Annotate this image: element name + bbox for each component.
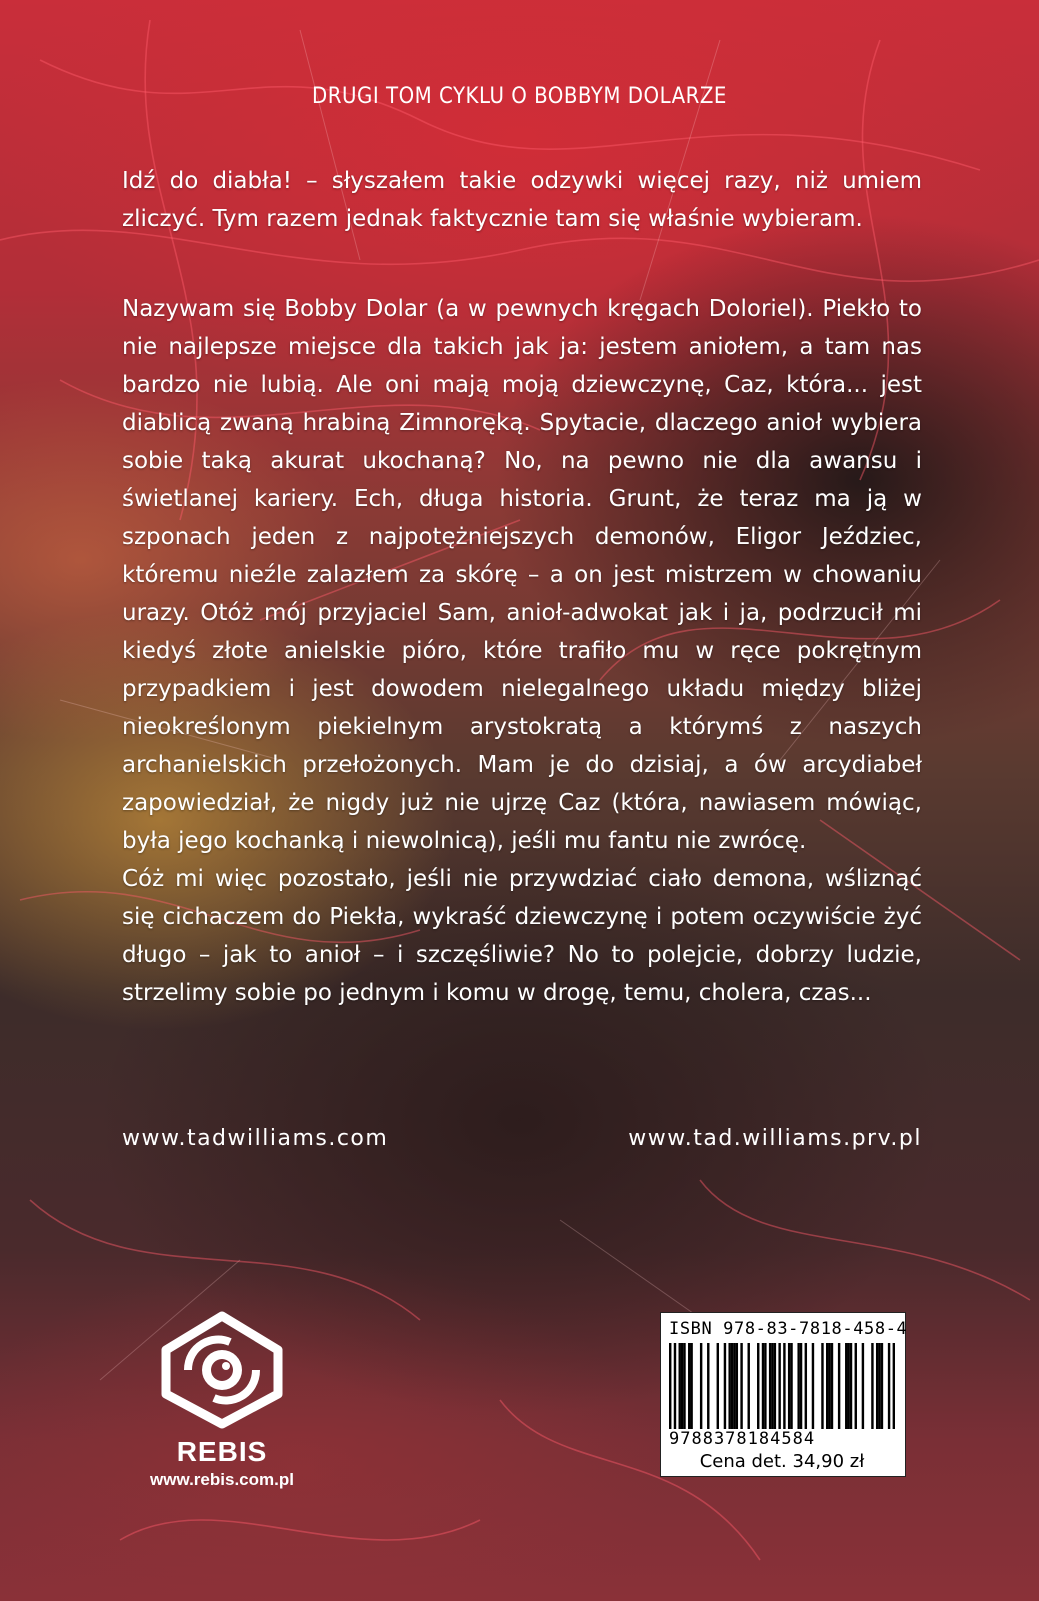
barcode-bar xyxy=(826,1343,828,1429)
barcode-bar xyxy=(831,1343,833,1429)
barcode-bar xyxy=(717,1343,719,1429)
retail-price: Cena det. 34,90 zł xyxy=(699,1451,865,1472)
barcode-bar xyxy=(788,1343,790,1429)
barcode-bar xyxy=(674,1343,676,1429)
barcode-bar xyxy=(888,1343,890,1429)
barcode-bar xyxy=(690,1343,692,1429)
barcode-bar xyxy=(800,1343,802,1429)
intro-paragraph: Idź do diabła! – słyszałem takie odzywki więcej razy, niż umiem zliczyć. Tym razem jednak faktycznie tam się właśnie wybieram. xyxy=(122,168,922,232)
barcode-bar xyxy=(838,1343,840,1429)
fan-website-link[interactable]: www.tad.williams.prv.pl xyxy=(628,1126,922,1151)
author-website-link[interactable]: www.tadwilliams.com xyxy=(122,1126,389,1151)
barcode-bar xyxy=(764,1343,766,1429)
series-title: DRUGI TOM CYKLU O BOBBYM DOLARZE xyxy=(312,84,727,109)
publisher-name: REBIS xyxy=(176,1436,268,1467)
barcode-bar xyxy=(769,1343,771,1429)
isbn-label: ISBN 978-83-7818-458-4 xyxy=(669,1319,908,1339)
barcode-bar xyxy=(855,1343,857,1429)
barcode-bar xyxy=(893,1343,895,1429)
barcode-bar xyxy=(748,1343,750,1429)
barcode-bar xyxy=(679,1343,681,1429)
rebis-logo-icon xyxy=(152,1310,292,1430)
barcode-bar xyxy=(669,1343,671,1429)
barcode-bar xyxy=(821,1343,823,1429)
barcode-bar xyxy=(731,1343,733,1429)
barcode-bar xyxy=(724,1343,726,1429)
barcode-bar xyxy=(707,1343,709,1429)
barcode-bar xyxy=(700,1343,702,1429)
barcode-bar xyxy=(771,1343,773,1429)
blurb-story xyxy=(122,290,922,1012)
barcode-bar xyxy=(728,1343,730,1429)
barcode-bar xyxy=(805,1343,807,1429)
barcode-bar xyxy=(736,1343,738,1429)
blurb-intro xyxy=(122,162,922,238)
barcode-bar xyxy=(850,1343,852,1429)
barcode-bar xyxy=(683,1343,685,1429)
barcode-bar xyxy=(790,1343,792,1429)
barcode-bar xyxy=(783,1343,785,1429)
barcode-bar xyxy=(881,1343,883,1429)
barcode-bar xyxy=(733,1343,735,1429)
story-paragraph-2: Cóż mi więc pozostało, jeśli nie przywdziać ciało demona, wśliznąć się cichaczem do Piekła, wykraść dziewczynę i potem oczywiście żyć długo – jak to anioł – i szczęśliwie? No to polejcie, dobrzy ludzie, strzelimy sobie po jednym i komu w drogę, temu, cholera, czas... xyxy=(122,866,922,1006)
barcode-bar xyxy=(778,1343,780,1429)
barcode-bar xyxy=(812,1343,814,1429)
barcode-bar xyxy=(740,1343,742,1429)
publisher-website-link[interactable]: www.rebis.com.pl xyxy=(150,1470,294,1489)
barcode-icon xyxy=(669,1343,895,1429)
barcode-bar xyxy=(878,1343,880,1429)
barcode-bar xyxy=(774,1343,776,1429)
isbn-barcode-panel xyxy=(660,1312,906,1477)
barcode-bar xyxy=(847,1343,849,1429)
barcode-bar xyxy=(876,1343,878,1429)
barcode-bar xyxy=(828,1343,830,1429)
publisher-block xyxy=(122,1310,322,1490)
barcode-bar xyxy=(871,1343,873,1429)
barcode-bar xyxy=(757,1343,759,1429)
barcode-bar xyxy=(681,1343,683,1429)
barcode-bar xyxy=(797,1343,799,1429)
barcode-bar xyxy=(845,1343,847,1429)
barcode-bar xyxy=(862,1343,864,1429)
barcode-bar xyxy=(762,1343,764,1429)
barcode-bar xyxy=(688,1343,690,1429)
story-paragraph-1: Nazywam się Bobby Dolar (a w pewnych kręgach Doloriel). Piekło to nie najlepsze miejsce dla takich jak ja: jestem aniołem, a tam nas bardzo nie lubią. Ale oni mają moją dziewczynę, Caz, która... jest diablicą zwaną hrabiną Zimnoręką. Spytacie, dlaczego anioł wybiera sobie taką akurat ukochaną? No, na pewno nie dla awansu i świetlanej kariery. Ech, długa historia. Grunt, że teraz ma ją w szponach jeden z najpotężniejszych demonów, Eligor Jeździec, któremu nieźle zalazłem za skórę – a on jest mistrzem w chowaniu urazy. Otóż mój przyjaciel Sam, anioł-adwokat jak i ja, podrzucił mi kiedyś złote anielskie pióro, które trafiło mu w ręce pokrętnym przypadkiem i jest dowodem nielegalnego układu między bliżej nieokreślonym piekielnym arystokratą a którymś z naszych archanielskich przełożonych. Mam je do dzisiaj, a ów arcydiabeł zapowiedział, że nigdy już nie ujrzę Caz (która, nawiasem mówiąc, była jego kochanką i niewolnicą), jeśli mu fantu nie zwrócę. xyxy=(122,296,922,854)
barcode-digits: 9788378184584 xyxy=(669,1429,816,1449)
